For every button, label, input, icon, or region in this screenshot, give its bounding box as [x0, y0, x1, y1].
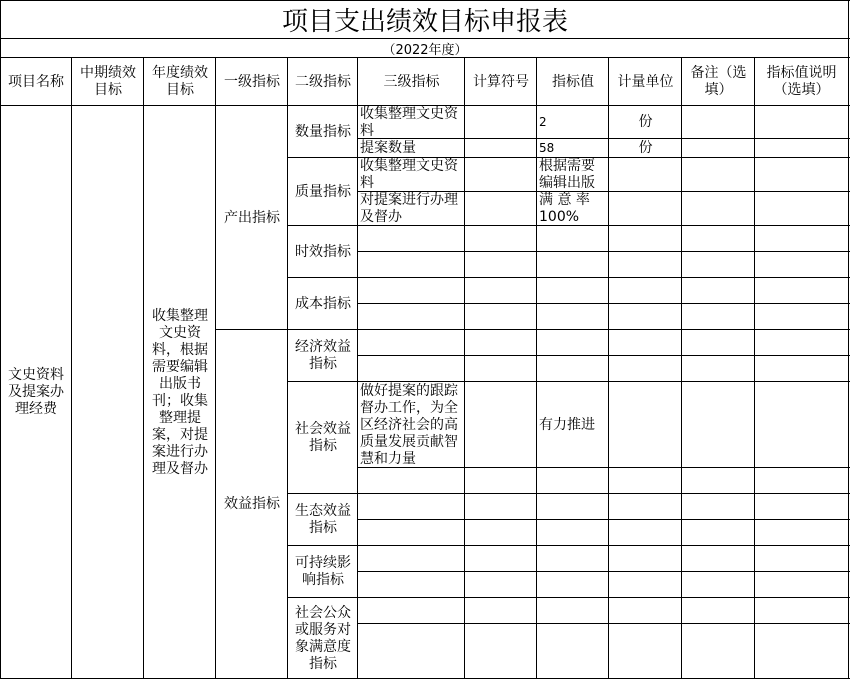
level2-sustainable: 可持续影 响指标	[295, 555, 351, 588]
row-3-value: 根据需要 编辑出版	[539, 158, 595, 191]
header-level3: 三级指标	[383, 73, 440, 90]
level2-cost: 成本指标	[295, 295, 351, 312]
row-3-indicator: 收集整理文史资 料	[360, 158, 458, 191]
row-5-value: 有力推进	[539, 416, 595, 433]
row-5-indicator: 做好提案的跟踪 督办工作，为全 区经济社会的高 质量发展贡献智 慧和力量	[360, 383, 458, 467]
header-annual-goal: 年度绩效 目标	[152, 65, 208, 98]
level2-social: 社会效益 指标	[295, 421, 351, 454]
level2-satisfaction: 社会公众 或服务对 象满意度 指标	[295, 604, 351, 672]
header-level2: 二级指标	[295, 73, 351, 90]
row-2-unit: 份	[638, 140, 653, 156]
project-name: 文史资料 及提案办 理经费	[8, 367, 64, 417]
year-label: （2022年度）	[382, 42, 468, 58]
header-level1: 一级指标	[224, 73, 280, 90]
header-midterm-goal: 中期绩效 目标	[80, 65, 136, 98]
row-2-indicator: 提案数量	[360, 140, 416, 156]
midterm-goal	[72, 106, 144, 679]
level2-quantity: 数量指标	[295, 123, 351, 140]
header-project-name: 项目名称	[8, 73, 64, 90]
level2-ecological: 生态效益 指标	[295, 503, 351, 536]
row-1-indicator: 收集整理文史资 料	[360, 106, 458, 139]
row-3-unit	[609, 158, 682, 192]
row-4-value: 满 意 率 100%	[539, 192, 590, 225]
level2-quality: 质量指标	[295, 183, 351, 200]
page-title: 项目支出绩效目标申报表	[281, 7, 568, 37]
row-4-indicator: 对提案进行办理 及督办	[360, 192, 458, 225]
row-2-value: 58	[539, 141, 555, 155]
header-remark: 备注（选 填）	[690, 65, 747, 98]
row-4-unit	[609, 192, 682, 226]
level2-economic: 经济效益 指标	[295, 339, 351, 372]
row-5-unit	[609, 382, 682, 468]
level1-benefit: 效益指标	[224, 496, 280, 512]
level1-output: 产出指标	[224, 209, 280, 226]
row-1-unit: 份	[638, 114, 653, 130]
annual-goal: 收集整理 文史资 料，根据 需要编辑 出版书 刊；收集 整理提 案，对提 案进行办 理及督办	[152, 307, 208, 477]
level2-timeliness: 时效指标	[295, 243, 351, 260]
header-value-note: 指标值说明 （选填）	[766, 65, 837, 98]
row-1-value: 2	[539, 115, 547, 129]
header-calc-symbol: 计算符号	[473, 73, 529, 90]
header-unit: 计量单位	[617, 73, 674, 90]
header-value: 指标值	[552, 73, 594, 90]
